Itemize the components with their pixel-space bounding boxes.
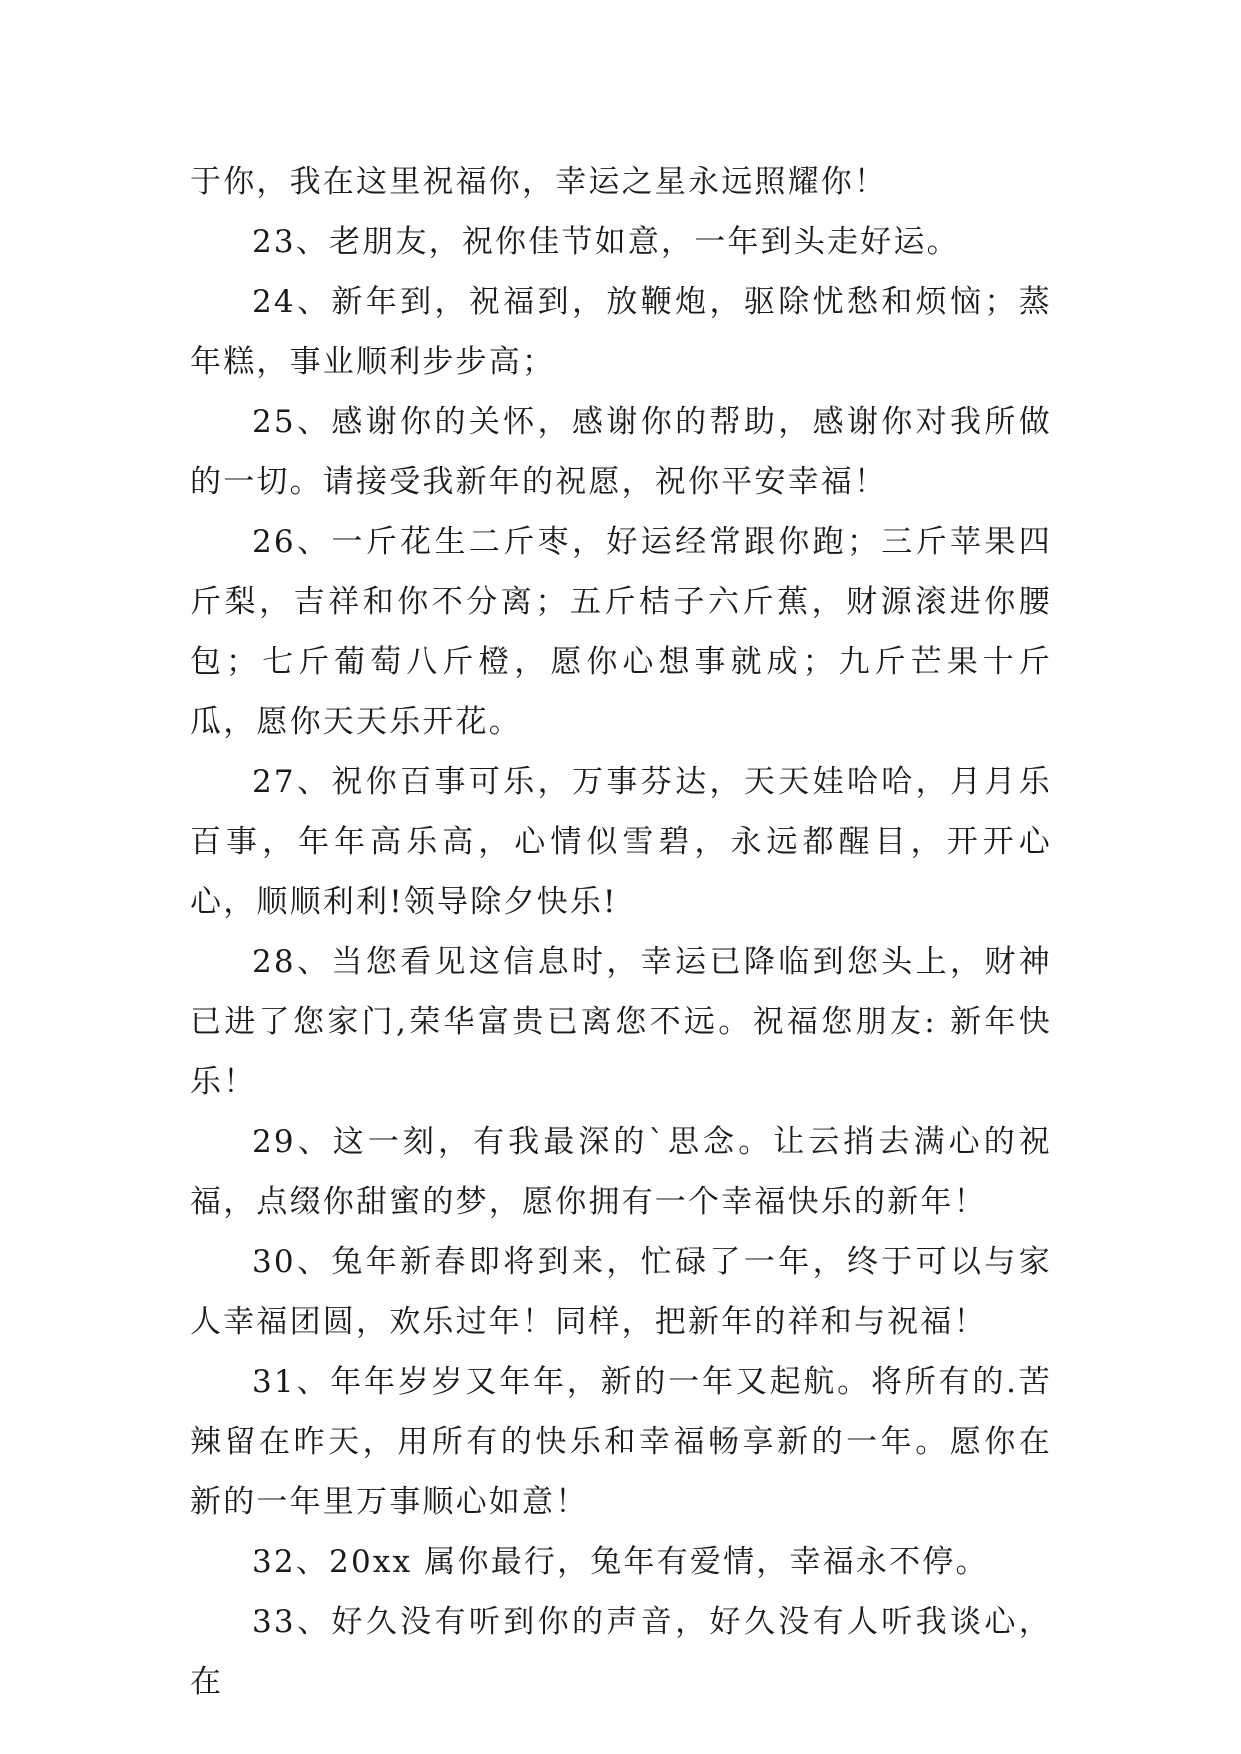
paragraph-25: 25、感谢你的关怀，感谢你的帮助，感谢你对我所做的一切。请接受我新年的祝愿，祝你平安幸福！ xyxy=(190,404,1052,500)
paragraph-29: 29、这一刻，有我最深的`思念。让云捎去满心的祝福，点缀你甜蜜的梦，愿你拥有一个幸福快乐的新年！ xyxy=(190,1124,1052,1220)
paragraph-31: 31、年年岁岁又年年，新的一年又起航。将所有的.苦辣留在昨天，用所有的快乐和幸福畅享新的一年。愿你在新的一年里万事顺心如意！ xyxy=(190,1364,1052,1520)
paragraph-27: 27、祝你百事可乐，万事芬达，天天娃哈哈，月月乐百事，年年高乐高，心情似雪碧，永远都醒目，开开心心，顺顺利利!领导除夕快乐! xyxy=(190,764,1052,920)
paragraph-23: 23、老朋友，祝你佳节如意，一年到头走好运。 xyxy=(252,224,960,260)
paragraph-28: 28、当您看见这信息时，幸运已降临到您头上，财神已进了您家门,荣华富贵已离您不远。祝福您朋友: 新年快乐！ xyxy=(190,944,1052,1100)
paragraph-continuation: 于你，我在这里祝福你，幸运之星永远照耀你！ xyxy=(190,164,888,200)
paragraph-30: 30、兔年新春即将到来，忙碌了一年，终于可以与家人幸福团圆，欢乐过年！同样，把新年的祥和与祝福！ xyxy=(190,1244,1052,1340)
document-body xyxy=(190,152,1052,1712)
paragraph-33: 33、好久没有听到你的声音，好久没有人听我谈心，在 xyxy=(190,1604,1052,1700)
paragraph-32: 32、20xx 属你最行，兔年有爱情，幸福永不停。 xyxy=(252,1544,989,1580)
paragraph-24: 24、新年到，祝福到，放鞭炮，驱除忧愁和烦恼；蒸年糕，事业顺利步步高； xyxy=(190,284,1052,380)
paragraph-26: 26、一斤花生二斤枣，好运经常跟你跑；三斤苹果四斤梨，吉祥和你不分离；五斤桔子六斤蕉，财源滚进你腰包；七斤葡萄八斤橙，愿你心想事就成；九斤芒果十斤瓜，愿你天天乐开花。 xyxy=(190,524,1052,740)
